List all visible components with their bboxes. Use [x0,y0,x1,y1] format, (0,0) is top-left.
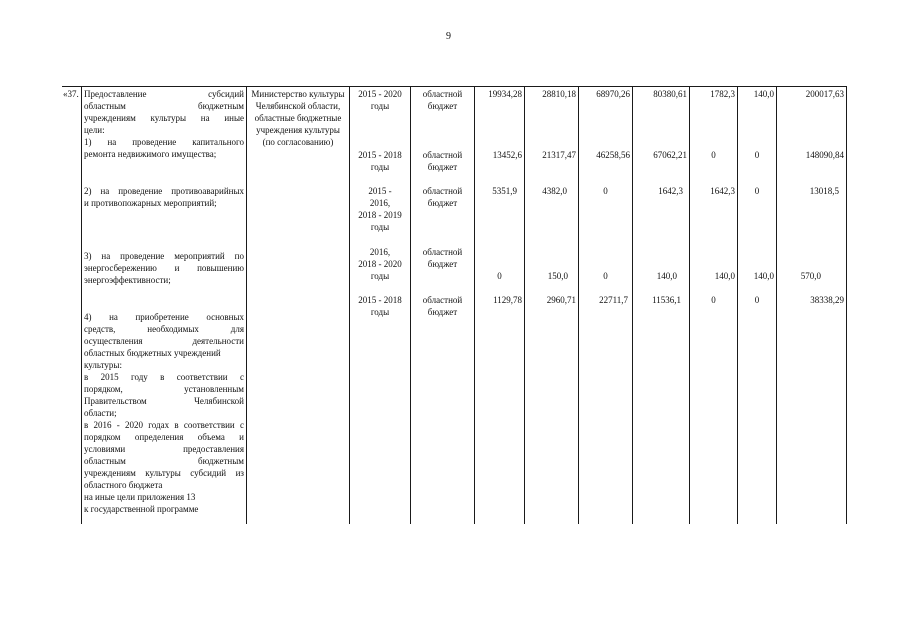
source-line: бюджет [427,101,458,111]
description-line: Предоставление субсидий [84,89,244,99]
description-line: условиями предоставления [84,444,244,454]
value-cell: 5351,9 [492,186,517,196]
source-line: бюджет [427,198,458,208]
item-description-3 [84,250,244,286]
value-cell: 11536,1 [652,295,681,305]
item-source-2 [411,185,474,209]
item-period-3 [350,246,410,282]
executor-line: Челябинской области, [255,101,341,111]
col-divider [81,86,82,524]
executor-line: Министерство культуры [251,89,345,99]
value-cell: 13452,6 [492,150,522,160]
value-cell: 46258,56 [596,150,630,160]
description-line: и противопожарных мероприятий; [84,198,217,208]
value-cell: 0 [711,295,716,305]
item-period-0 [350,88,410,112]
period-line: 2015 - 2018 [358,295,402,305]
value-cell: 140,0 [753,271,774,281]
period-line: 2018 - 2020 [358,259,402,269]
description-line: на иные цели приложения 13 [84,492,196,502]
description-line: цели: [84,125,105,135]
value-cell: 80380,61 [653,89,687,99]
col-divider [846,86,847,524]
period-line: 2015 - 2020 [358,89,402,99]
period-line: годы [370,101,390,111]
source-line: бюджет [427,259,458,269]
item-period-4 [350,294,410,318]
description-line: энергосбережению и повышению [84,263,244,273]
description-line: 2) на проведение противоаварийных [84,186,244,196]
item-description-2 [84,185,244,209]
source-line: областной [422,89,463,99]
value-cell: 150,0 [547,271,568,281]
value-cell: 140,0 [714,271,735,281]
value-cell: 19934,28 [488,89,522,99]
value-cell: 22711,7 [599,295,628,305]
item-source-0 [411,88,474,112]
value-cell: 13018,5 [809,186,839,196]
item-description-4 [84,311,244,515]
value-cell: 4382,0 [542,186,567,196]
period-line: 2015 - [368,186,392,196]
item-source-4 [411,294,474,318]
description-line: учреждениям культуры на иные [84,113,244,123]
value-cell: 1642,3 [658,186,683,196]
period-line: 2016, [369,198,391,208]
description-line: областного бюджета [84,480,163,490]
value-cell: 0 [754,150,760,160]
period-line: 2018 - 2019 [358,210,402,220]
description-line: учреждениям культуры субсидий из [84,468,244,478]
description-line: областных бюджетных учреждений [84,348,221,358]
source-line: областной [422,150,463,160]
period-line: годы [370,307,390,317]
executor-line: областные бюджетные [254,113,342,123]
value-cell: 0 [754,295,760,305]
value-cell: 1782,3 [710,89,735,99]
item-description-1 [84,136,244,160]
value-cell: 1129,78 [493,295,522,305]
description-line: порядком, установленным [84,384,244,394]
value-cell: 68970,26 [596,89,630,99]
value-cell: 140,0 [656,271,677,281]
value-cell: 200017,63 [805,89,844,99]
description-line: 1) на проведение капитального [84,137,244,147]
description-line: области; [84,408,117,418]
source-line: областной [422,186,463,196]
page-number: 9 [446,31,451,42]
value-cell: 0 [603,271,608,281]
source-line: бюджет [427,162,458,172]
description-line: областным бюджетным [84,101,244,111]
table-top-border [62,86,847,87]
value-cell: 1642,3 [710,186,735,196]
value-cell: 2960,71 [546,295,576,305]
description-line: порядком определения объема и [84,432,244,442]
description-line: ремонта недвижимого имущества; [84,149,217,159]
period-line: 2016, [369,247,391,257]
value-cell: 570,0 [800,271,821,281]
value-cell: 67062,21 [653,150,687,160]
executor-line: (по согласованию) [262,137,334,147]
value-cell: 0 [754,186,760,196]
source-line: бюджет [427,307,458,317]
description-line: 4) на приобретение основных [84,312,244,322]
row-description [84,88,244,136]
period-line: 2015 - 2018 [358,150,402,160]
period-line: годы [370,222,390,232]
value-cell: 0 [603,186,608,196]
description-line: энергоэффективности; [84,275,171,285]
item-period-1 [350,149,410,173]
row-executor [247,88,349,148]
description-line: областным бюджетным [84,456,244,466]
source-line: областной [422,295,463,305]
description-line: культуры: [84,360,122,370]
value-cell: 140,0 [753,89,774,99]
period-line: годы [370,271,390,281]
value-cell: 38338,29 [810,295,844,305]
description-line: к государственной программе [84,504,199,514]
item-source-1 [411,149,474,173]
value-cell: 0 [497,271,502,281]
source-line: областной [422,247,463,257]
description-line: в 2016 - 2020 годах в соответствии с [84,420,244,430]
description-line: осуществления деятельности [84,336,244,346]
value-cell: 148090,84 [805,150,844,160]
value-cell: 28810,18 [542,89,576,99]
description-line: в 2015 году в соответствии с [84,372,244,382]
item-source-3 [411,246,474,270]
period-line: годы [370,162,390,172]
description-line: Правительством Челябинской [84,396,244,406]
row-number: «37. [63,89,79,99]
col-divider [246,86,247,524]
description-line: средств, необходимых для [84,324,244,334]
value-cell: 21317,47 [542,150,576,160]
description-line: 3) на проведение мероприятий по [84,251,244,261]
item-period-2 [350,185,410,233]
value-cell: 0 [711,150,716,160]
executor-line: учреждения культуры [256,125,340,135]
